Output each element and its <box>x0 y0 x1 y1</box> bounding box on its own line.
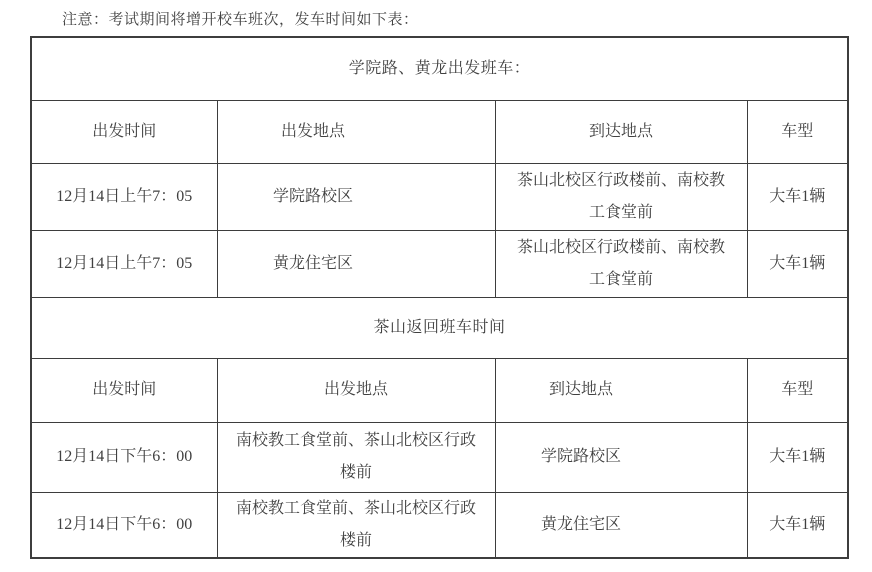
section1-title-row <box>31 37 848 100</box>
cell-departure-time: 12月14日上午7：05 <box>31 230 217 297</box>
cell-vehicle-type: 大车1辆 <box>747 230 848 297</box>
col-header-arrival-place: 到达地点 <box>495 100 747 163</box>
notice-text: 注意：考试期间将增开校车班次，发车时间如下表： <box>62 12 419 28</box>
section2-title-row <box>31 297 848 358</box>
col-header-vehicle-type: 车型 <box>747 358 848 422</box>
col-header-departure-place: 出发地点 <box>217 358 495 422</box>
cell-departure-place: 南校教工食堂前、茶山北校区行政楼前 <box>217 492 495 558</box>
col-header-arrival-place: 到达地点 <box>495 358 747 422</box>
cell-departure-place: 南校教工食堂前、茶山北校区行政楼前 <box>217 422 495 492</box>
cell-vehicle-type: 大车1辆 <box>747 422 848 492</box>
cell-departure-time: 12月14日下午6：00 <box>31 422 217 492</box>
table-row <box>31 422 848 492</box>
cell-departure-place: 黄龙住宅区 <box>217 230 495 297</box>
col-header-departure-time: 出发时间 <box>31 358 217 422</box>
section1-header-row <box>31 100 848 163</box>
section-title: 学院路、黄龙出发班车： <box>31 37 848 100</box>
cell-arrival-place: 茶山北校区行政楼前、南校教工食堂前 <box>495 230 747 297</box>
table-row <box>31 230 848 297</box>
cell-arrival-place: 学院路校区 <box>495 422 747 492</box>
col-header-departure-time: 出发时间 <box>31 100 217 163</box>
table-row <box>31 163 848 230</box>
col-header-vehicle-type: 车型 <box>747 100 848 163</box>
cell-vehicle-type: 大车1辆 <box>747 492 848 558</box>
bus-schedule-table <box>30 36 849 559</box>
cell-departure-place: 学院路校区 <box>217 163 495 230</box>
cell-departure-time: 12月14日上午7：05 <box>31 163 217 230</box>
cell-arrival-place: 黄龙住宅区 <box>495 492 747 558</box>
cell-departure-time: 12月14日下午6：00 <box>31 492 217 558</box>
section-title: 茶山返回班车时间 <box>31 297 848 358</box>
table-row <box>31 492 848 558</box>
cell-arrival-place: 茶山北校区行政楼前、南校教工食堂前 <box>495 163 747 230</box>
cell-vehicle-type: 大车1辆 <box>747 163 848 230</box>
col-header-departure-place: 出发地点 <box>217 100 495 163</box>
section2-header-row <box>31 358 848 422</box>
